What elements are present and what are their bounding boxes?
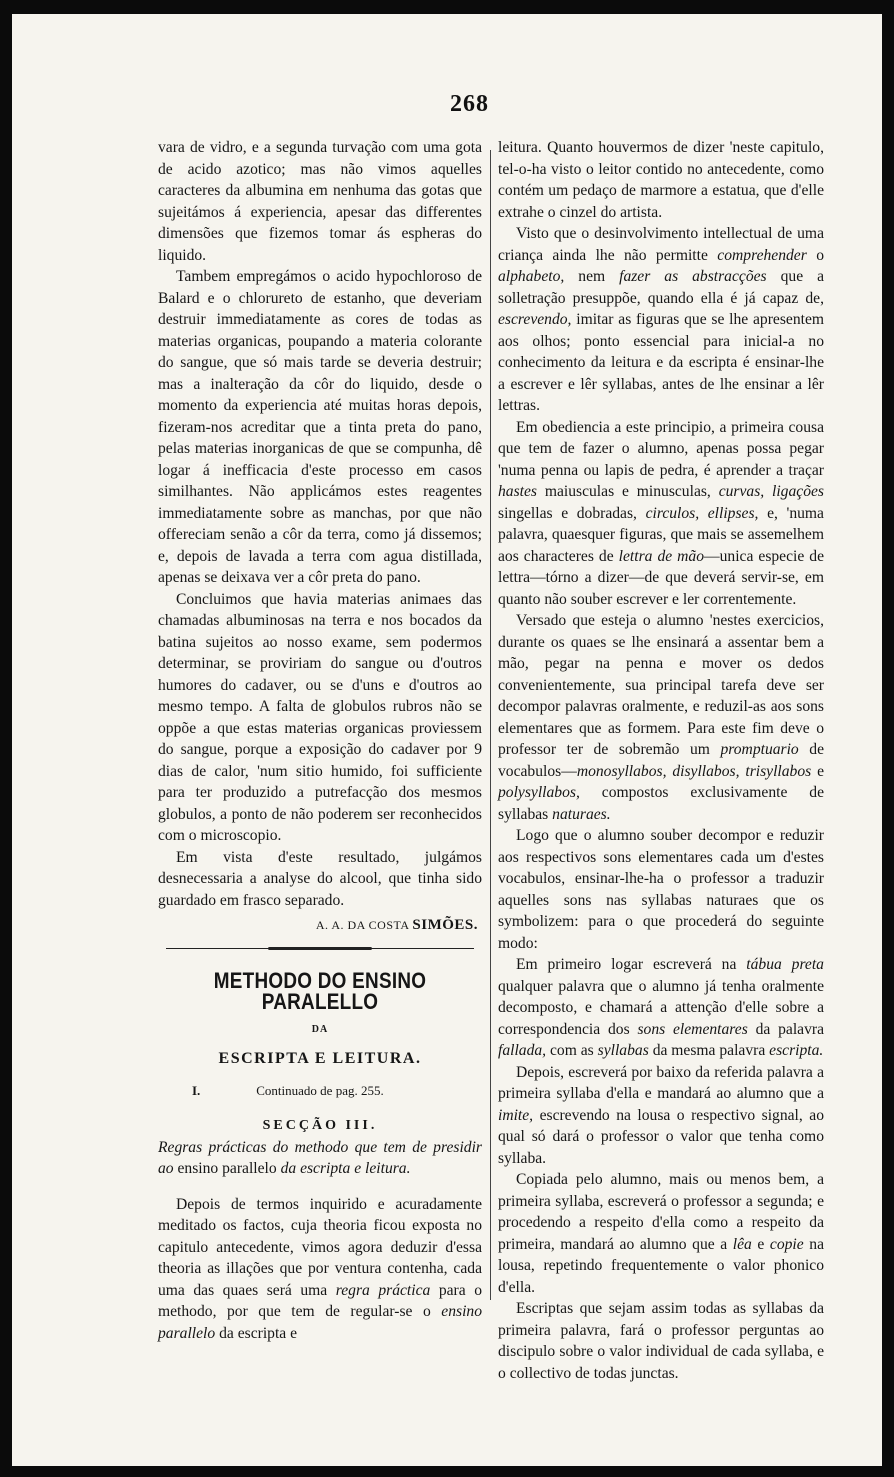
- margin-mark: I.: [192, 1082, 201, 1098]
- paragraph: Em obediencia a este principio, a primeira cousa que tem de fazer o alumno, apenas possa pegar 'numa penna ou lapis de pedra, é aprender a traçar hastes maiusculas e minusculas, curvas, ligações singellas e dobradas, circulos, ellipses, e, 'numa palavra, quaesquer figuras, que mais se assemelhem aos characteres de lettra de mão—unica especie de lettra—tórno a dizer—de que deverá servir-se, em quanto não souber escrever e ler correntemente.: [498, 418, 825, 608]
- continued-text: Continuado de pag. 255.: [256, 1082, 384, 1098]
- right-column: [498, 137, 824, 1384]
- paragraph: Logo que o alumno souber decompor e reduzir aos respectivos sons elementares cada um d'estes vocabulos, ensinar-lhe-ha o professor a traduzir aquelles sons nas syllabas naturaes que os symbolizem: para o que procederá do seguinte modo:: [498, 827, 824, 952]
- page-number: 268: [450, 91, 489, 117]
- paragraph: Tambem empregámos o acido hypochloroso de Balard e o chlorureto de estanho, que deveriam destruir immediatamente as cores de todas as materias organicas, poupando a materia colorante do sangue, que só mais tarde se deveria destruir; mas a inalteração da côr do liquido, desde o momento da experiencia até muitas horas depois, fizeram-nos acreditar que a tinta preta do pano, pelas materias inorganicas de que se compunha, dê logar á inefficacia d'este processo em casos similhantes. Não applicámos estes reagentes immediatamente sobre as manchas, por que não offereciam senão a côr da terra, como já dissemos; e, depois de lavada a terra com agua distillada, apenas se deixava ver a côr preta do pano.: [158, 268, 482, 586]
- paragraph: Versado que esteja o alumno 'nestes exercicios, durante os quaes se lhe ensinará a assentar bem a mão, pegar na penna e mover os dedos convenientemente, sua principal tarefa deve ser decompor palavras oralmente, e reduzil-as aos sons elementares que as formem. Para este fim deve o professor ter de sobremão um promptuario de vocabulos—monosyllabos, disyllabos, trisyllabos e polysyllabos, compostos exclusivamente de syllabas naturaes.: [498, 612, 825, 823]
- column-divider: [490, 150, 491, 1300]
- section-subtitle: Regras prácticas do methodo que tem de presidir ao ensino parallelo da escripta e leitura.: [158, 1138, 482, 1177]
- paragraph: Escriptas que sejam assim todas as syllabas da primeira palavra, fará o professor perguntas ao discipulo sobre o valor individual de cada syllaba, e o collectivo de todas junctas.: [498, 1300, 824, 1382]
- paragraph: Copiada pelo alumno, mais ou menos bem, a primeira syllaba, escreverá o professor a segunda; e procedendo a respeito d'ella como a respeito da primeira, mandará ao alumno que a lêa e copie na lousa, repetindo frequentemente o valor phonico d'ella.: [498, 1171, 824, 1296]
- article-subtitle: ESCRIPTA E LEITURA.: [218, 1050, 422, 1067]
- paragraph: vara de vidro, e a segunda turvação com uma gota de acido azotico; mas não vimos aquelles caracteres da albumina em nenhuma das gotas que sujeitámos á experiencia, apesar das differentes dimensões que fizemos tomar ás espheras do liquido.: [158, 139, 482, 264]
- paragraph: Em vista d'este resultado, julgámos desnecessaria a analyse do alcool, que tinha sido guardado em frasco separado.: [158, 848, 482, 909]
- paragraph: Concluimos que havia materias animaes das chamadas albuminosas na terra e nos bocados da batina sujeitos ao nosso exame, sem podermos determinar, se proviriam do sangue ou d'outros humores do cadaver, ou se d'uns e d'outros ao mesmo tempo. A falta de globulos rubros não se oppõe a que estas materias organicas proviessem do sangue, porque a exposição do cadaver por 9 dias de calor, 'num sitio humido, foi sufficiente para ter produzido a putrefacção dos mesmos globulos, a ponto de não poderem ser reconhecidos com o microscopio.: [158, 590, 482, 844]
- article-title: METHODO DO ENSINO PARALELLO: [213, 967, 427, 1014]
- left-column: [158, 137, 482, 1344]
- paragraph: leitura. Quanto houvermos de dizer 'neste capitulo, tel-o-ha visto o leitor contido no antecedente, como contém um pedaço de marmore a estatua, que d'elle extrahe o cinzel do artista.: [498, 139, 824, 221]
- paragraph: Depois de termos inquirido e acuradamente meditado os factos, cuja theoria ficou exposta no capitulo antecedente, vimos agora deduzir d'essa theoria as illações que por ventura contenha, cada uma das quaes será uma regra práctica para o methodo, por que tem de regular-se o ensino parallelo da escripta e: [158, 1195, 482, 1342]
- paragraph: Em primeiro logar escreverá na tábua preta qualquer palavra que o alumno já tenha oralmente decomposto, e chamará a attenção d'elle sobre a correspondencia dos sons elementares da palavra fallada, com as syllabas da mesma palavra escripta.: [498, 956, 824, 1059]
- author-signature: [158, 915, 478, 937]
- signature-name: SIMÕES.: [412, 917, 478, 933]
- paragraph: Visto que o desinvolvimento intellectual de uma criança ainda lhe não permitte comprehender o alphabeto, nem fazer as abstracções que a solletração presuppõe, quando ella é já capaz de, escrevendo, imitar as figuras que se lhe apresentem aos olhos; ponto essencial para inicial-a no conhecimento da leitura e da escripta é ensinar-lhe a escrever e lêr syllabas, antes de lhe ensinar a lêr lettras.: [498, 225, 825, 414]
- article-title-da: DA: [311, 1023, 329, 1035]
- section-heading: SECÇÃO III.: [262, 1118, 378, 1133]
- signature-initials: A. A. DA COSTA: [315, 918, 409, 932]
- section-divider: [158, 947, 482, 950]
- continued-note: [158, 1080, 482, 1102]
- paragraph: Depois, escreverá por baixo da referida palavra a primeira syllaba d'ella e mandará ao alumno que a imite, escrevendo na lousa o respectivo signal, ao qual só dará o professor o valor que tenha como syllaba.: [498, 1063, 824, 1167]
